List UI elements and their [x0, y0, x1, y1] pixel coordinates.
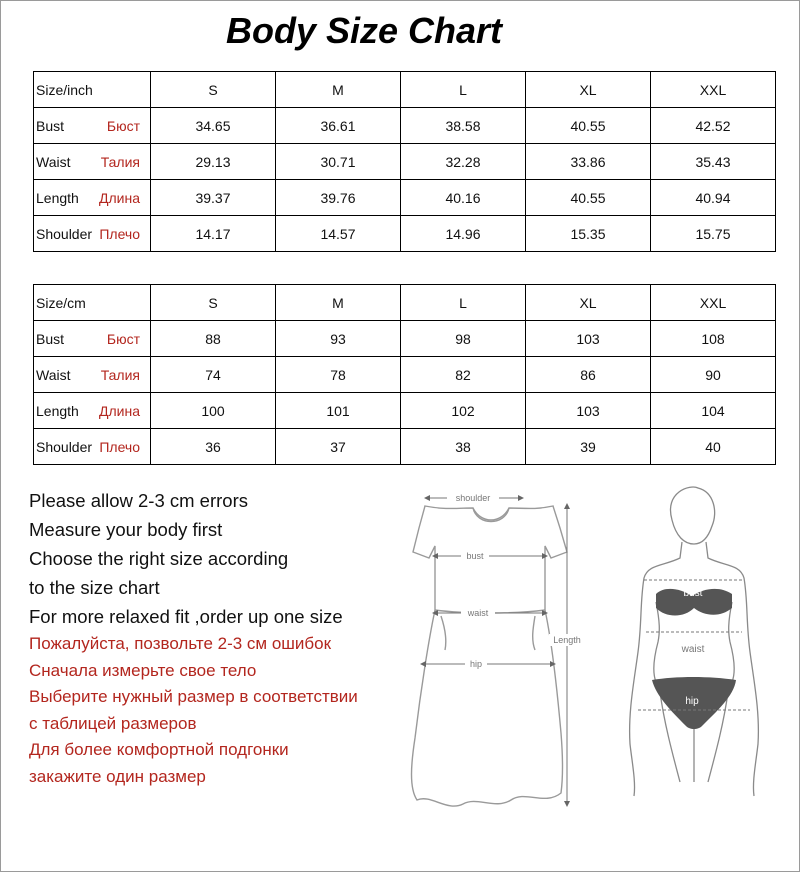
note-en: Measure your body first	[29, 519, 223, 540]
size-table-inch	[33, 71, 776, 252]
table-cell: 40.55	[526, 108, 651, 144]
label-bust: bust	[466, 551, 484, 561]
note-ru: Выберите нужный размер в соответствии	[29, 687, 358, 706]
table-cell: 15.35	[526, 216, 651, 252]
row-label-en: Shoulder	[36, 225, 93, 242]
row-label	[34, 108, 151, 144]
table-cell: 42.52	[651, 108, 776, 144]
table-cell: 40.94	[651, 180, 776, 216]
table-cell: 103	[526, 321, 651, 357]
row-label-ru: Длина	[99, 402, 140, 419]
row-label	[34, 180, 151, 216]
note-ru: Для более комфортной подгонки	[29, 740, 289, 759]
table-cell: 104	[651, 393, 776, 429]
page-title: Body Size Chart	[226, 10, 503, 51]
table-cell: 88	[151, 321, 276, 357]
table-row	[34, 108, 776, 144]
table-cell: 34.65	[151, 108, 276, 144]
label-shoulder: shoulder	[455, 493, 491, 503]
table-cell: 101	[276, 393, 401, 429]
table-cell: 14.96	[401, 216, 526, 252]
table-cell: 78	[276, 357, 401, 393]
table-cell: 40	[651, 429, 776, 465]
table-row	[34, 357, 776, 393]
table-cell: 39.37	[151, 180, 276, 216]
table-cell: 36.61	[276, 108, 401, 144]
label-waist: waist	[467, 608, 489, 618]
row-label-en: Length	[36, 189, 79, 206]
table-cell: 35.43	[651, 144, 776, 180]
row-label-ru: Талия	[100, 366, 140, 383]
row-label	[34, 321, 151, 357]
row-label-en: Shoulder	[36, 438, 93, 455]
note-en: Please allow 2-3 cm errors	[29, 490, 248, 511]
label-hip: hip	[469, 659, 483, 669]
note-ru: закажите один размер	[29, 766, 206, 786]
body-label-bust: bust	[683, 588, 703, 599]
table-cell: 98	[401, 321, 526, 357]
body-label-waist: waist	[681, 644, 705, 655]
header-cell: Size/cm	[34, 285, 151, 321]
size-table-cm	[33, 284, 776, 465]
note-en: Choose the right size according	[29, 548, 289, 569]
row-label-ru: Бюст	[106, 117, 140, 134]
table-cell: 40.16	[401, 180, 526, 216]
row-label-en: Waist	[36, 153, 71, 170]
table-cell: 82	[401, 357, 526, 393]
table-cell: 36	[151, 429, 276, 465]
dress-outline	[412, 506, 568, 806]
table-cell: 86	[526, 357, 651, 393]
table-cell: 103	[526, 393, 651, 429]
row-label-en: Length	[36, 402, 79, 419]
row-label-en: Bust	[36, 330, 65, 347]
table-row	[34, 429, 776, 465]
table-row	[34, 321, 776, 357]
body-label-hip: hip	[685, 696, 699, 707]
table-cell: 40.55	[526, 180, 651, 216]
head-outline	[670, 487, 714, 544]
note-ru: Пожалуйста, позвольте 2-3 см ошибок	[29, 634, 332, 653]
row-label-ru: Бюст	[106, 330, 140, 347]
notes-block	[29, 486, 389, 790]
table-cell: 15.75	[651, 216, 776, 252]
label-length: Length	[553, 635, 581, 645]
row-label-ru: Плечо	[99, 225, 140, 242]
table-cell: 100	[151, 393, 276, 429]
table-row	[34, 144, 776, 180]
row-label	[34, 216, 151, 252]
table-cell: 102	[401, 393, 526, 429]
table-cell: 39.76	[276, 180, 401, 216]
table-cell: 37	[276, 429, 401, 465]
table-cell: 74	[151, 357, 276, 393]
table-cell: 90	[651, 357, 776, 393]
header-cell: XXL	[651, 285, 776, 321]
table-cell: 30.71	[276, 144, 401, 180]
table-header-row	[34, 72, 776, 108]
row-label	[34, 429, 151, 465]
body-measurement-diagram	[620, 482, 770, 800]
header-cell: XXL	[651, 72, 776, 108]
table-row	[34, 180, 776, 216]
header-cell: XL	[526, 285, 651, 321]
table-cell: 14.17	[151, 216, 276, 252]
table-cell: 93	[276, 321, 401, 357]
table-row	[34, 216, 776, 252]
table-row	[34, 393, 776, 429]
row-label-en: Bust	[36, 117, 65, 134]
row-label-ru: Талия	[100, 153, 140, 170]
table-cell: 39	[526, 429, 651, 465]
header-cell: L	[401, 72, 526, 108]
note-en: For more relaxed fit ,order up one size	[29, 606, 343, 627]
note-ru: с таблицей размеров	[29, 713, 197, 733]
table-cell: 38	[401, 429, 526, 465]
row-label-ru: Длина	[99, 189, 140, 206]
row-label	[34, 144, 151, 180]
table-cell: 38.58	[401, 108, 526, 144]
row-label-ru: Плечо	[99, 438, 140, 455]
row-label-en: Waist	[36, 366, 71, 383]
header-cell: L	[401, 285, 526, 321]
row-label	[34, 393, 151, 429]
header-cell: S	[151, 285, 276, 321]
header-cell: XL	[526, 72, 651, 108]
table-cell: 108	[651, 321, 776, 357]
header-cell: M	[276, 72, 401, 108]
row-label	[34, 357, 151, 393]
note-ru: Сначала измерьте свое тело	[29, 660, 257, 680]
header-cell: Size/inch	[34, 72, 151, 108]
dress-measurement-diagram	[385, 488, 595, 813]
table-cell: 14.57	[276, 216, 401, 252]
table-cell: 32.28	[401, 144, 526, 180]
table-cell: 33.86	[526, 144, 651, 180]
table-header-row	[34, 285, 776, 321]
header-cell: S	[151, 72, 276, 108]
table-cell: 29.13	[151, 144, 276, 180]
header-cell: M	[276, 285, 401, 321]
note-en: to the size chart	[29, 577, 160, 598]
